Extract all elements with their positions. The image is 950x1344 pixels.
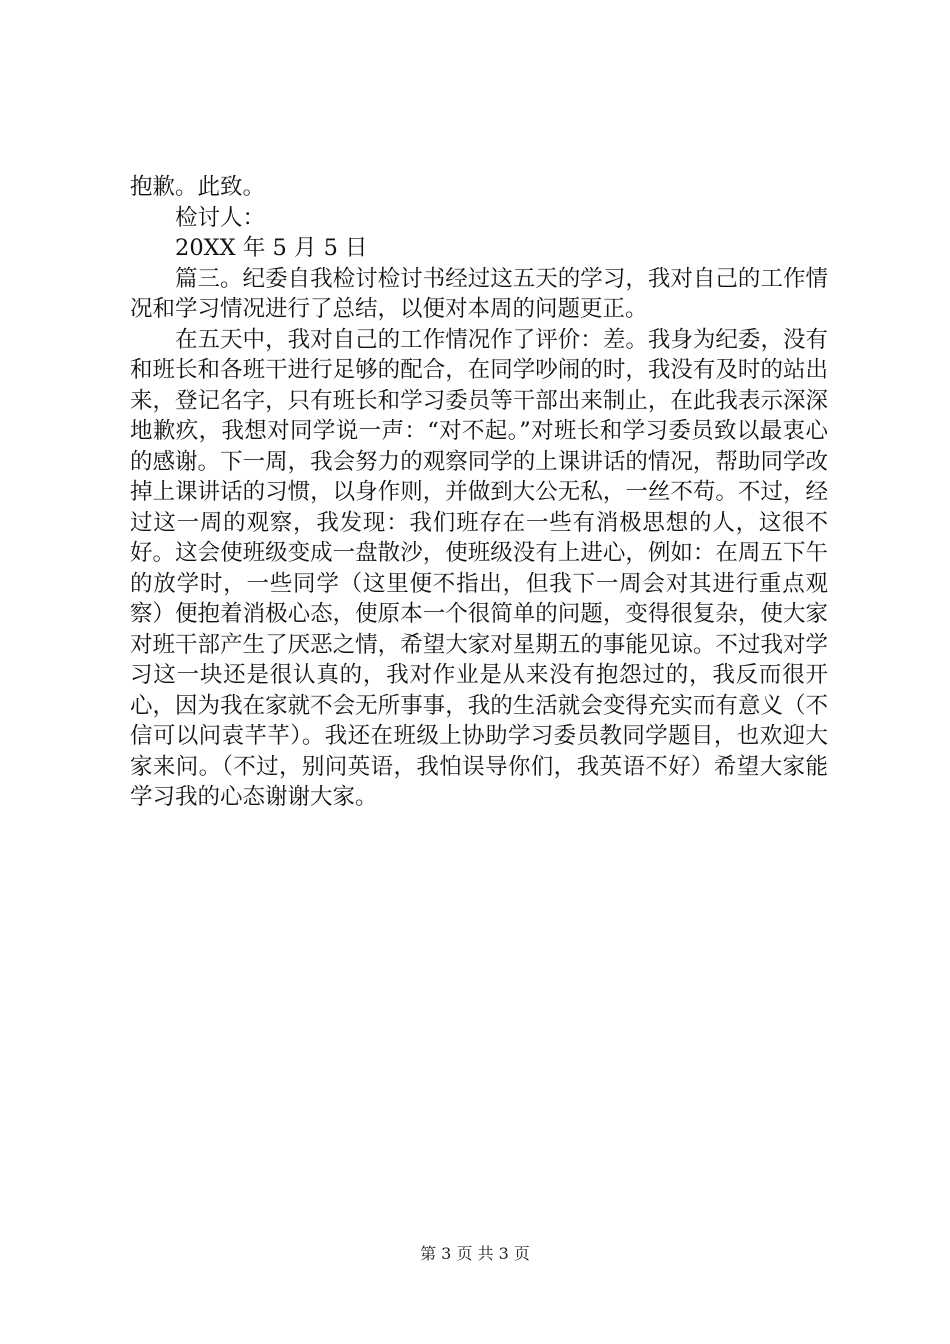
paragraph-main: 在五天中，我对自己的工作情况作了评价：差。我身为纪委，没有和班长和各班干进行足够的配合，在同学吵闹的时，我没有及时的站出来，登记名字，只有班长和学习委员等干部出来制止，在此我表示深深地歉疚，我想对同学说一声：“对不起。”对班长和学习委员致以最衷心的感谢。下一周，我会努力的观察同学的上课讲话的情况，帮助同学改掉上课讲话的习惯，以身作则，并做到大公无私，一丝不苟。不过，经过这一周的观察，我发现：我们班存在一些有消极思想的人，这很不好。这会使班级变成一盘散沙，使班级没有上进心，例如：在周五下午的放学时，一些同学（这里便不指出，但我下一周会对其进行重点观察）便抱着消极心态，使原本一个很简单的问题，变得很复杂，使大家对班干部产生了厌恶之情，希望大家对星期五的事能见谅。不过我对学习这一块还是很认真的，我对作业是从来没有抱怨过的，我反而很开心，因为我在家就不会无所事事，我的生活就会变得充实而有意义（不信可以问袁芊芊）。我还在班级上协助学习委员教同学题目，也欢迎大家来问。（不过，别问英语，我怕误导你们，我英语不好）希望大家能学习我的心态谢谢大家。 (130, 326, 828, 810)
document-body (130, 172, 828, 813)
paragraph-intro: 篇三。纪委自我检讨检讨书经过这五天的学习，我对自己的工作情况和学习情况进行了总结，以便对本周的问题更正。 (130, 265, 828, 322)
signature-label: 检讨人： (175, 204, 266, 231)
page-footer: 第 3 页 共 3 页 (420, 1244, 530, 1263)
document-date: 20XX 年 5 月 5 日 (175, 235, 368, 261)
closing-line: 抱歉。此致。 (130, 174, 266, 200)
